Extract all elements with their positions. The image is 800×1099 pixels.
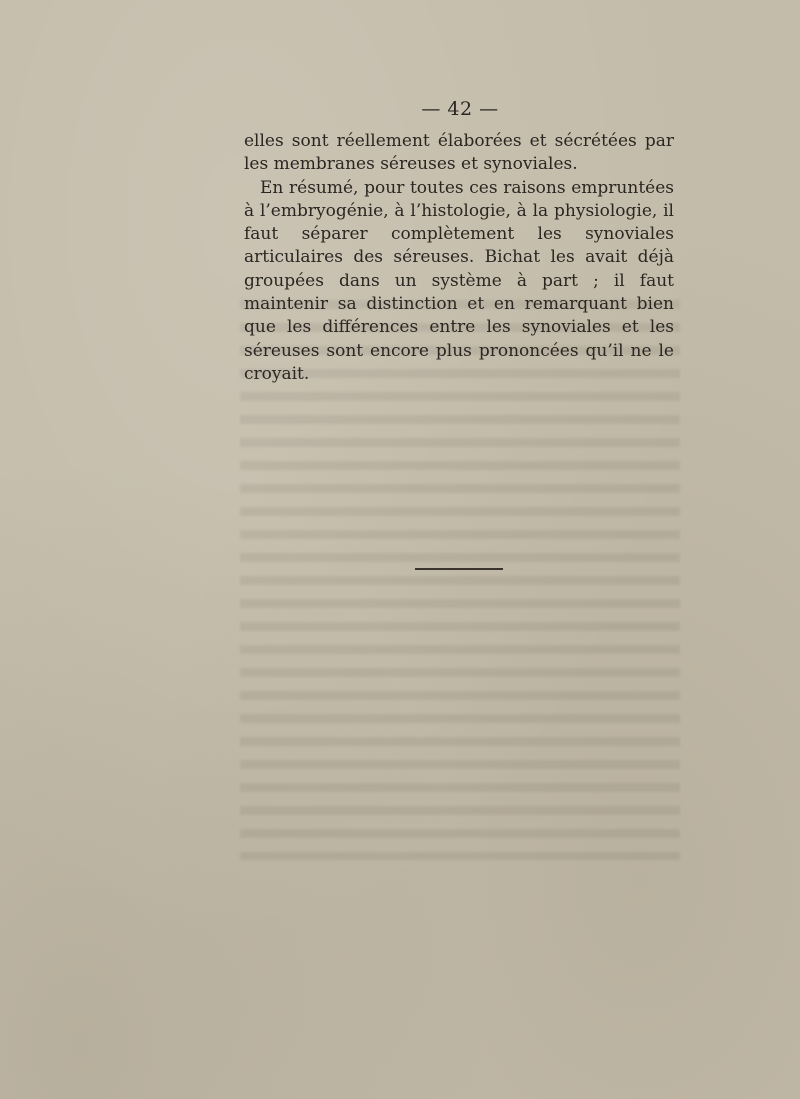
- paragraph-summary: En résumé, pour toutes ces raisons empruntées à l’embryogénie, à l’histologie, à la physiologie, il faut séparer complètement les synoviales articulaires des séreuses. Bichat les avait déjà groupées dans un système à part ; il faut maintenir sa distinction et en remarquant bien que les différences entre les synoviales et les séreuses sont encore plus prononcées qu’il ne le croyait.: [244, 177, 674, 384]
- body-text: [244, 130, 674, 386]
- paragraph-continuation: elles sont réellement élaborées et sécrétées par les membranes séreuses et synoviales.: [244, 131, 674, 175]
- page-number: — 42 —: [421, 98, 499, 120]
- section-end-rule: [415, 568, 503, 570]
